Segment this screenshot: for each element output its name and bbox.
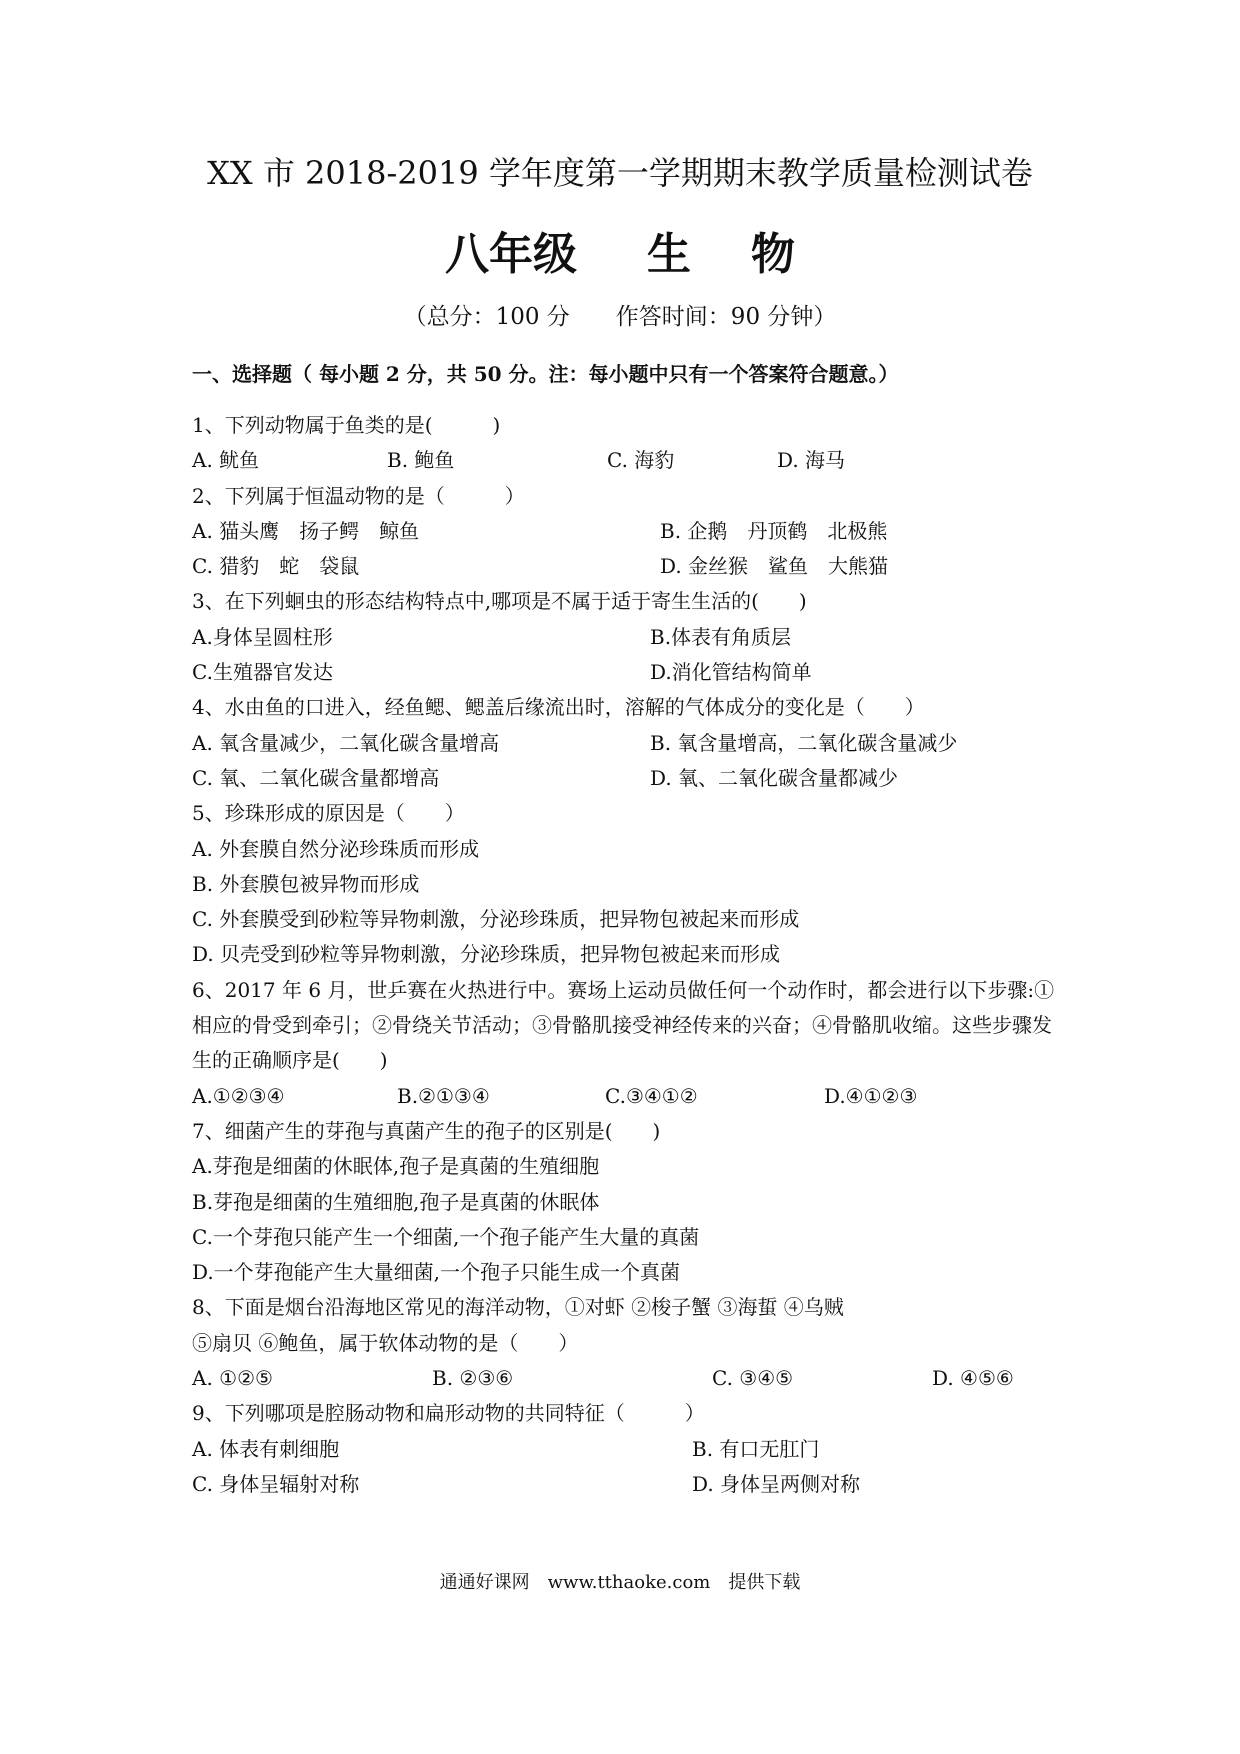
- option: C. 外套膜受到砂粒等异物刺激，分泌珍珠质，把异物包被起来而形成: [192, 907, 800, 932]
- option: D. 身体呈两侧对称: [692, 1471, 861, 1496]
- option: A.①②③④: [192, 1083, 285, 1108]
- question-stem: 2、下列属于恒温动物的是（ ）: [192, 483, 525, 508]
- option: A. 猫头鹰 扬子鳄 鲸鱼: [192, 518, 420, 543]
- question-stem: 7、细菌产生的芽孢与真菌产生的孢子的区别是( ): [192, 1118, 661, 1143]
- option: C.一个芽孢只能产生一个细菌,一个孢子能产生大量的真菌: [192, 1224, 700, 1249]
- subject-heading: [0, 218, 1240, 282]
- option: C. 猎豹 蛇 袋鼠: [192, 554, 360, 579]
- option: D. 氧、二氧化碳含量都减少: [650, 765, 899, 790]
- option: A. 氧含量减少，二氧化碳含量增高: [192, 730, 500, 755]
- option: C. 海豹: [607, 448, 675, 473]
- score-info: （总分：100 分 作答时间：90 分钟）: [403, 304, 837, 330]
- question-stem: 4、水由鱼的口进入，经鱼鳃、鳃盖后缘流出时，溶解的气体成分的变化是（ ）: [192, 695, 925, 720]
- option: B.芽孢是细菌的生殖细胞,孢子是真菌的休眠体: [192, 1189, 600, 1214]
- option: C.生殖器官发达: [192, 660, 333, 685]
- option: D. 海马: [777, 448, 846, 473]
- option: A. ①②⑤: [192, 1366, 273, 1391]
- option-row: [192, 655, 1132, 690]
- subject-char-1: 生: [647, 229, 691, 280]
- option: D. 贝壳受到砂粒等异物刺激，分泌珍珠质，把异物包被起来而形成: [192, 942, 781, 967]
- option: A.身体呈圆柱形: [192, 624, 333, 649]
- option: A. 体表有刺细胞: [192, 1436, 340, 1461]
- option-row: [192, 514, 1132, 549]
- option-row: [192, 1432, 1132, 1467]
- subject-char-2: 物: [751, 229, 795, 280]
- question-stem-line: ⑤扇贝 ⑥鲍鱼，属于软体动物的是（ ）: [192, 1330, 579, 1355]
- option-row: [192, 620, 1132, 655]
- option-row: [192, 1467, 1132, 1502]
- option: B. 有口无肛门: [692, 1436, 820, 1461]
- option-row: [192, 443, 1132, 478]
- section-heading: 一、选择题（ 每小题 2 分，共 50 分。注：每小题中只有一个答案符合题意。）: [192, 362, 899, 386]
- question-stem-line: 6、2017 年 6 月，世乒赛在火热进行中。赛场上运动员做任何一个动作时，都会进行以下步骤:①: [192, 977, 1055, 1002]
- question-stem-line: 相应的骨受到牵引；②骨绕关节活动；③骨骼肌接受神经传来的兴奋；④骨骼肌收缩。这些步骤发: [192, 1013, 1052, 1038]
- option: B. 企鹅 丹顶鹤 北极熊: [660, 518, 888, 543]
- option: B.②①③④: [397, 1083, 490, 1108]
- question-stem-line: 生的正确顺序是( ): [192, 1048, 388, 1073]
- option: C. ③④⑤: [712, 1366, 794, 1391]
- option: A. 外套膜自然分泌珍珠质而形成: [192, 836, 480, 861]
- option: B. ②③⑥: [432, 1366, 514, 1391]
- option: C.③④①②: [605, 1083, 698, 1108]
- option: A.芽孢是细菌的休眠体,孢子是真菌的生殖细胞: [192, 1154, 600, 1179]
- option-row: [192, 1361, 1132, 1396]
- exam-title: XX 市 2018-2019 学年度第一学期期末教学质量检测试卷: [207, 154, 1033, 192]
- option: B. 外套膜包被异物而形成: [192, 871, 420, 896]
- option-row: [192, 726, 1132, 761]
- option: B. 氧含量增高，二氧化碳含量减少: [650, 730, 958, 755]
- option: C. 身体呈辐射对称: [192, 1471, 360, 1496]
- option-row: [192, 549, 1132, 584]
- option: D. ④⑤⑥: [932, 1366, 1014, 1391]
- option: D.消化管结构简单: [650, 660, 812, 685]
- question-list: [192, 408, 1132, 1502]
- option-row: [192, 1079, 1132, 1114]
- option: D.一个芽孢能产生大量细菌,一个孢子只能生成一个真菌: [192, 1260, 681, 1285]
- question-stem: 5、珍珠形成的原因是（ ）: [192, 801, 465, 826]
- question-stem: 9、下列哪项是腔肠动物和扁形动物的共同特征（ ）: [192, 1401, 705, 1426]
- option: B.体表有角质层: [650, 624, 792, 649]
- question-stem: 3、在下列蛔虫的形态结构特点中,哪项是不属于适于寄生生活的( ): [192, 589, 807, 614]
- question-stem: 1、下列动物属于鱼类的是( ): [192, 413, 501, 437]
- footer-source: 通通好课网 www.tthaoke.com 提供下载: [439, 1572, 801, 1593]
- option: D. 金丝猴 鲨鱼 大熊猫: [660, 554, 889, 579]
- option: B. 鲍鱼: [387, 448, 455, 473]
- grade-label: 八年级: [445, 229, 577, 280]
- option: D.④①②③: [824, 1083, 918, 1108]
- option-row: [192, 761, 1132, 796]
- option: A. 鱿鱼: [192, 448, 260, 473]
- question-stem-line: 8、下面是烟台沿海地区常见的海洋动物，①对虾 ②梭子蟹 ③海蜇 ④乌贼: [192, 1295, 844, 1320]
- option: C. 氧、二氧化碳含量都增高: [192, 765, 440, 790]
